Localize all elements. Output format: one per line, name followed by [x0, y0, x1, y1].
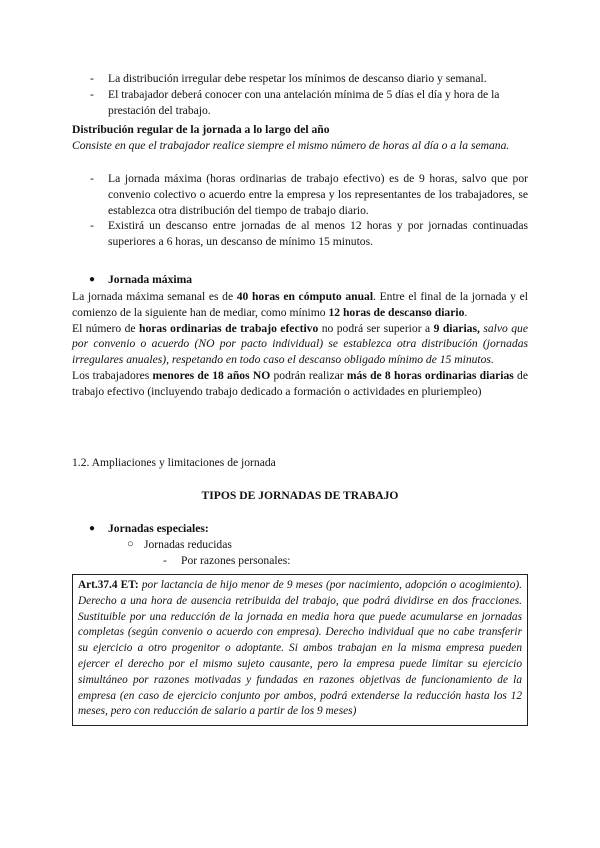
section-heading-jornada-maxima: Jornada máxima — [108, 273, 193, 286]
list-item-text: Jornadas reducidas — [144, 537, 232, 551]
text-run: . Entre el final de la jornada y el comienzo de la siguiente han de mediar, como mínimo — [72, 290, 528, 319]
text-italic: salvo que por convenio o acuerdo (NO por pacto individual) se establezca otra distribución (jornadas irregulares anuales), respetando en todo caso el descanso obligado mínimo de 15 minutos. — [72, 321, 528, 367]
text-bold: 12 horas de descanso diario — [328, 305, 465, 319]
text-bold: 40 horas en cómputo anual — [236, 290, 374, 303]
text-run: de trabajo efectivo (incluyendo trabajo dedicado a formación o actividades en pluriempleo) — [72, 368, 528, 398]
page-title: TIPOS DE JORNADAS DE TRABAJO — [201, 489, 399, 502]
text-run: El número de — [72, 321, 139, 335]
text-run: no podrá ser superior a — [318, 321, 434, 335]
bullet-item-especiales — [0, 521, 600, 537]
article-text: por lactancia de hijo menor de 9 meses (por nacimiento, adopción o acogimiento). Derecho a una hora de ausencia retribuida del trabajo, que podrá dividirse en dos fracciones. Sustituible por una reducción de la jornada en media hora que puede acumularse en jornadas completas (según convenio o acuerdo con empresa). Derecho individual que no cabe transferir su ejercicio a otro progenitor o adoptante. Si ambos trabajan en la misma empresa pueden ejercer el derecho por el mismo sujeto causante, pero la empresa puede limitar su ejercicio simultáneo por razones motivadas y fundadas en razones objetivas de funcionamiento de la empresa (en caso de ejercicio conjunto por ambos, podrá extenderse la reducción hasta los 12 meses, pero con reducción de salario a partir de los 9 meses) — [78, 579, 522, 718]
circle-bullet-icon: ○ — [127, 537, 134, 550]
dash-marker: - — [90, 219, 94, 233]
text-bold: menores de 18 años NO — [152, 368, 271, 382]
list-item-text: Por razones personales: — [181, 553, 291, 567]
paragraph-jornada-semanal — [72, 289, 528, 321]
list-item — [0, 71, 600, 87]
section-heading-regular: Distribución regular de la jornada a lo largo del año — [72, 123, 330, 136]
text-run: podrán realizar — [270, 368, 347, 382]
bullet-icon: ● — [89, 523, 96, 534]
paragraph-horas-ordinarias — [72, 321, 528, 368]
dash-marker: - — [90, 172, 94, 185]
text-run: . — [464, 305, 468, 319]
bullet-item-jornada-maxima — [0, 272, 600, 288]
section-heading-1-2: 1.2. Ampliaciones y limitaciones de jornada — [72, 456, 276, 469]
text-run: Los trabajadores — [72, 368, 153, 382]
text-run: La jornada máxima semanal es de — [72, 290, 237, 303]
dash-marker: - — [90, 72, 94, 85]
article-reference: Art.37.4 ET: — [78, 579, 139, 591]
list-item-text: La distribución irregular debe respetar los mínimos de descanso diario y semanal. — [108, 72, 487, 85]
text-bold: 9 diarias, — [433, 321, 480, 335]
list-item — [0, 171, 600, 218]
paragraph-menores — [72, 368, 528, 400]
text-bold: más de 8 horas ordinarias diarias — [346, 368, 514, 382]
dash-marker: - — [163, 553, 167, 567]
list-heading-especiales: Jornadas especiales: — [108, 522, 209, 535]
list-item-text: La jornada máxima (horas ordinarias de trabajo efectivo) es de 9 horas, salvo que por convenio colectivo o acuerdo entre la empresa y los representantes de los trabajadores, se establezca otra distribución del tiempo de trabajo diario. — [108, 172, 528, 217]
list-item — [0, 218, 600, 250]
list-item — [0, 87, 600, 119]
text-bold: horas ordinarias de trabajo efectivo — [139, 321, 319, 335]
definition-text: Consiste en que el trabajador realice siempre el mismo número de horas al día o a la semana. — [72, 138, 510, 152]
dash-marker: - — [90, 87, 94, 101]
bullet-icon: ● — [89, 274, 96, 285]
list-item-text: El trabajador deberá conocer con una antelación mínima de 5 días el día y hora de la prestación del trabajo. — [108, 87, 500, 117]
list-item-reducidas — [0, 537, 600, 553]
list-item-text: Existirá un descanso entre jornadas de al menos 12 horas y por jornadas continuadas superiores a 6 horas, un descanso de mínimo 15 minutos. — [108, 219, 528, 249]
list-item-razones — [0, 553, 600, 569]
article-box — [72, 574, 528, 726]
